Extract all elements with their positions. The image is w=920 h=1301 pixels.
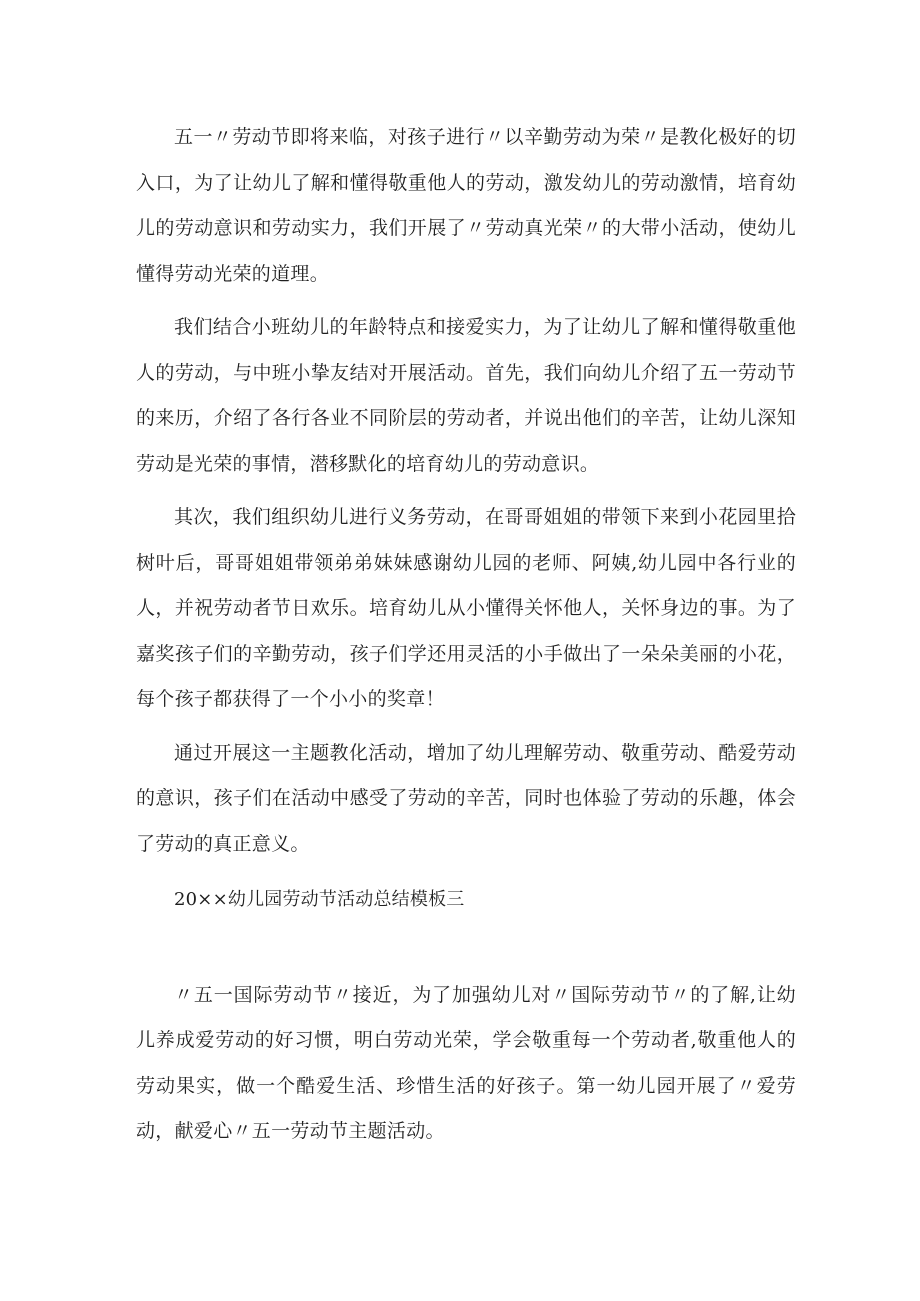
paragraph-2: 我们结合小班幼儿的年龄特点和接爱实力，为了让幼儿了解和懂得敬重他人的劳动，与中班小挚友结对开展活动。首先，我们向幼儿介绍了五一劳动节的来历，介绍了各行各业不同阶层的劳动者，并说出他们的辛苦，让幼儿深知劳动是光荣的事情，潜移默化的培育幼儿的劳动意识。 (136, 316, 796, 475)
document-body (136, 115, 796, 1163)
section-paragraph: 〃五一国际劳动节〃接近，为了加强幼儿对〃国际劳动节〃的了解,让幼儿养成爱劳动的好习惯，明白劳动光荣，学会敬重每一个劳动者,敬重他人的劳动果实，做一个酷爱生活、珍惜生活的好孩子。第一幼儿园开展了〃爱劳动，献爱心〃五一劳动节主题活动。 (136, 983, 796, 1142)
paragraph-1: 五一〃劳动节即将来临，对孩子进行〃以辛勤劳动为荣〃是教化极好的切入口，为了让幼儿了解和懂得敬重他人的劳动，激发幼儿的劳动激情，培育幼儿的劳动意识和劳动实力，我们开展了〃劳动真光荣〃的大带小活动，使幼儿懂得劳动光荣的道理。 (136, 126, 796, 285)
section-heading: 20××幼儿园劳动节活动总结模板三 (174, 889, 465, 910)
paragraph-4: 通过开展这一主题教化活动，增加了幼儿理解劳动、敬重劳动、酷爱劳动的意识，孩子们在活动中感受了劳动的辛苦，同时也体验了劳动的乐趣，体会了劳动的真正意义。 (136, 741, 796, 855)
paragraph-3: 其次，我们组织幼儿进行义务劳动，在哥哥姐姐的带领下来到小花园里拾树叶后，哥哥姐姐带领弟弟妹妹感谢幼儿园的老师、阿姨,幼儿园中各行业的人，并祝劳动者节日欢乐。培育幼儿从小懂得关怀他人，关怀身边的事。为了嘉奖孩子们的辛勤劳动，孩子们学还用灵活的小手做出了一朵朵美丽的小花，每个孩子都获得了一个小小的奖章！ (136, 506, 796, 710)
